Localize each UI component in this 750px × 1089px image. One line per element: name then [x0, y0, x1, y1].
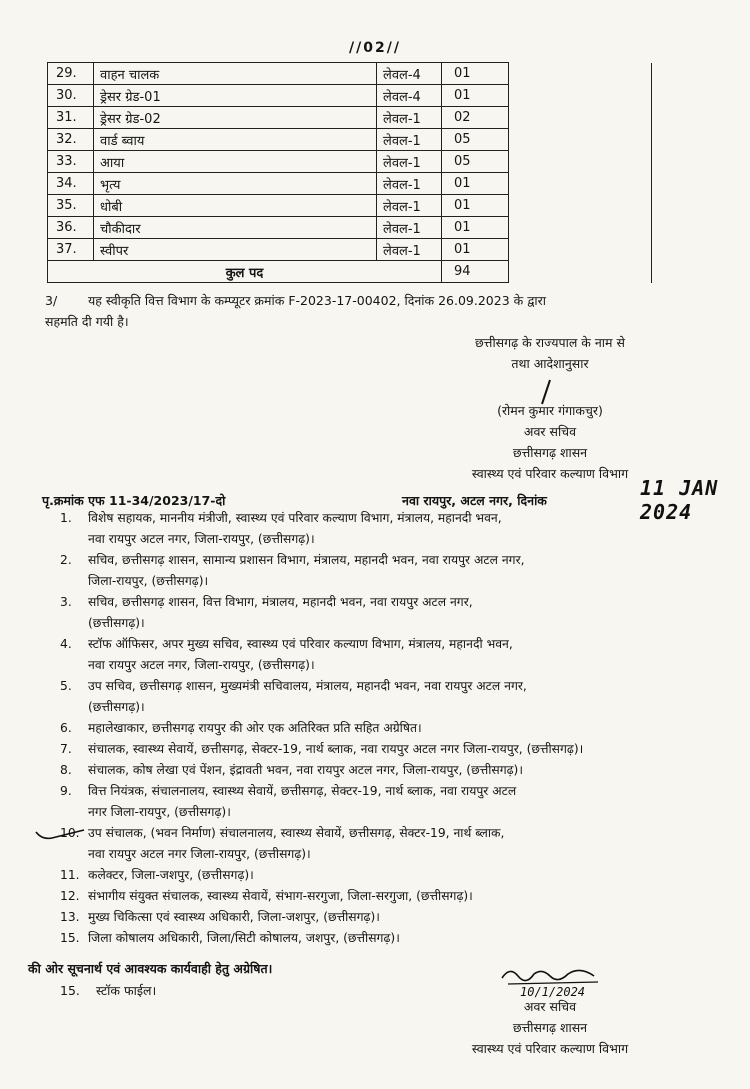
- row-number: 35.: [48, 195, 94, 217]
- list-item: [52, 634, 692, 676]
- list-item-number: 9.: [60, 784, 72, 798]
- row-number: 30.: [48, 85, 94, 107]
- sig1-govt: छत्तीसगढ़ शासन: [512, 445, 588, 460]
- row-number: 32.: [48, 129, 94, 151]
- post-name: वार्ड ब्वाय: [94, 129, 377, 151]
- post-name: चौकीदार: [94, 217, 377, 239]
- list-item-text: संचालक, कोष लेखा एवं पेंशन, इंद्रावती भवन, नवा रायपुर अटल नगर, जिला-रायपुर, (छत्तीसगढ़)।: [88, 763, 524, 777]
- post-count: 05: [442, 129, 509, 151]
- sig1-line-1: छत्तीसगढ़ के राज्यपाल के नाम से: [475, 335, 625, 350]
- sig1-dept: स्वास्थ्य एवं परिवार कल्याण विभाग: [471, 466, 629, 481]
- row-number: 34.: [48, 173, 94, 195]
- list-item: [52, 886, 692, 907]
- row-number: 37.: [48, 239, 94, 261]
- list-item-number: 3.: [60, 595, 72, 609]
- list-item-text-cont: नवा रायपुर अटल नगर, जिला-रायपुर, (छत्तीसगढ़)।: [88, 532, 315, 546]
- list-item-text: संभागीय संयुक्त संचालक, स्वास्थ्य सेवायें, संभाग-सरगुजा, जिला-सरगुजा, (छत्तीसगढ़)।: [88, 889, 473, 903]
- list-item-number: 1.: [60, 511, 72, 525]
- post-name: ड्रेसर ग्रेड-02: [94, 107, 377, 129]
- list-item: [52, 865, 692, 886]
- list-item: [52, 760, 692, 781]
- list-item-number: 12.: [60, 889, 80, 903]
- list-item: [52, 907, 692, 928]
- post-name: ड्रेसर ग्रेड-01: [94, 85, 377, 107]
- list-item: [52, 592, 692, 634]
- row-number: 36.: [48, 217, 94, 239]
- row-number: 33.: [48, 151, 94, 173]
- endorsement-ref: पृ.क्रमांक एफ 11-34/2023/17-दो: [42, 493, 226, 508]
- signature-block-1: [430, 332, 670, 484]
- table-row: [48, 63, 652, 85]
- total-label: कुल पद: [48, 261, 442, 283]
- sig2-govt: छत्तीसगढ़ शासन: [512, 1020, 588, 1035]
- pay-level: लेवल-1: [377, 217, 442, 239]
- stock-file-number: 15.: [60, 983, 80, 998]
- post-name: स्वीपर: [94, 239, 377, 261]
- handwritten-signature-icon: [498, 964, 608, 998]
- list-item: [52, 823, 692, 865]
- date-stamp: 11 JAN 2024: [640, 476, 719, 524]
- post-count: 01: [442, 173, 509, 195]
- list-item-number: 10.: [60, 826, 80, 840]
- pay-level: लेवल-1: [377, 107, 442, 129]
- pay-level: लेवल-1: [377, 173, 442, 195]
- list-item-number: 8.: [60, 763, 72, 777]
- list-item-number: 7.: [60, 742, 72, 756]
- post-count: 01: [442, 217, 509, 239]
- sig1-name: (रोमन कुमार गंगाकचुर): [497, 403, 603, 418]
- list-item-text-cont: नवा रायपुर अटल नगर, जिला-रायपुर, (छत्तीसगढ़)।: [88, 658, 315, 672]
- pay-level: लेवल-4: [377, 63, 442, 85]
- list-item-text: उप संचालक, (भवन निर्माण) संचालनालय, स्वास्थ्य सेवायें, छत्तीसगढ़, सेक्टर-19, नार्थ ब्लाक,: [88, 826, 505, 840]
- list-item-text-cont: (छत्तीसगढ़)।: [88, 616, 145, 630]
- list-item: [52, 676, 692, 718]
- list-item-text: स्टॉफ ऑफिसर, अपर मुख्य सचिव, स्वास्थ्य एवं परिवार कल्याण विभाग, मंत्रालय, महानदी भवन,: [88, 637, 513, 651]
- list-item: [52, 739, 692, 760]
- list-item-number: 13.: [60, 910, 80, 924]
- list-item-text-cont: नगर जिला-रायपुर, (छत्तीसगढ़)।: [88, 805, 231, 819]
- list-item-text-cont: (छत्तीसगढ़)।: [88, 700, 145, 714]
- handwritten-signature: [440, 964, 660, 996]
- total-value: 94: [442, 261, 509, 283]
- pay-level: लेवल-1: [377, 129, 442, 151]
- list-item: [52, 508, 692, 550]
- list-item-number: 2.: [60, 553, 72, 567]
- list-item-text: सचिव, छत्तीसगढ़ शासन, सामान्य प्रशासन विभाग, मंत्रालय, महानदी भवन, नवा रायपुर अटल नगर,: [88, 553, 525, 567]
- list-item: [52, 928, 692, 949]
- pay-level: लेवल-1: [377, 151, 442, 173]
- sig2-designation: अवर सचिव: [523, 999, 577, 1014]
- sig1-designation: अवर सचिव: [523, 424, 577, 439]
- pay-level: लेवल-1: [377, 195, 442, 217]
- row-number: 29.: [48, 63, 94, 85]
- distribution-list: [52, 508, 692, 949]
- post-count: 01: [442, 85, 509, 107]
- stock-file-text: स्टॉक फाईल।: [96, 983, 157, 998]
- list-item-text: उप सचिव, छत्तीसगढ़ शासन, मुख्यमंत्री सचिवालय, मंत्रालय, महानदी भवन, नवा रायपुर अटल नगर,: [88, 679, 527, 693]
- para-line-2: सहमति दी गयी है।: [45, 314, 129, 329]
- post-count: 01: [442, 195, 509, 217]
- post-count: 05: [442, 151, 509, 173]
- list-item-text-cont: नवा रायपुर अटल नगर जिला-रायपुर, (छत्तीसगढ़)।: [88, 847, 311, 861]
- remarks-column: [509, 63, 652, 283]
- tick-mark-icon: [34, 826, 94, 842]
- list-item: [52, 718, 692, 739]
- page-marker: //02//: [349, 40, 401, 56]
- approval-paragraph: [45, 290, 645, 332]
- post-count: 01: [442, 239, 509, 261]
- pay-level: लेवल-1: [377, 239, 442, 261]
- sig2-dept: स्वास्थ्य एवं परिवार कल्याण विभाग: [471, 1041, 629, 1056]
- stock-file-line: [52, 982, 156, 999]
- list-item-text: महालेखाकार, छत्तीसगढ़ रायपुर की ओर एक अतिरिक्त प्रति सहित अग्रेषित।: [88, 721, 422, 735]
- list-item-number: 5.: [60, 679, 72, 693]
- list-item-text: सचिव, छत्तीसगढ़ शासन, वित्त विभाग, मंत्रालय, महानदी भवन, नवा रायपुर अटल नगर,: [88, 595, 473, 609]
- post-name: धोबी: [94, 195, 377, 217]
- para-number: 3/: [45, 293, 58, 308]
- endorsement-place: नवा रायपुर, अटल नगर, दिनांक: [402, 493, 547, 508]
- row-number: 31.: [48, 107, 94, 129]
- post-name: वाहन चालक: [94, 63, 377, 85]
- para-line-1: यह स्वीकृति वित्त विभाग के कम्प्यूटर क्रमांक F-2023-17-00402, दिनांक 26.09.2023 के द्वारा: [88, 293, 546, 308]
- pay-level: लेवल-4: [377, 85, 442, 107]
- list-item-number: 6.: [60, 721, 72, 735]
- list-item-text-cont: जिला-रायपुर, (छत्तीसगढ़)।: [88, 574, 209, 588]
- posts-table: [47, 62, 652, 283]
- handwritten-date: 10/1/2024: [520, 985, 586, 998]
- forward-note: की ओर सूचनार्थ एवं आवश्यक कार्यवाही हेतु अग्रेषित।: [28, 961, 273, 976]
- post-name: भृत्य: [94, 173, 377, 195]
- sig1-line-2: तथा आदेशानुसार: [511, 356, 589, 371]
- post-count: 02: [442, 107, 509, 129]
- list-item-number: 15.: [60, 931, 80, 945]
- signature-block-2: [440, 964, 660, 1059]
- list-item-text: जिला कोषालय अधिकारी, जिला/सिटी कोषालय, जशपुर, (छत्तीसगढ़)।: [88, 931, 400, 945]
- list-item-text: कलेक्टर, जिला-जशपुर, (छत्तीसगढ़)।: [88, 868, 254, 882]
- list-item: [52, 550, 692, 592]
- post-name: आया: [94, 151, 377, 173]
- list-item-text: संचालक, स्वास्थ्य सेवायें, छत्तीसगढ़, सेक्टर-19, नार्थ ब्लाक, नवा रायपुर अटल नगर जिला-रायपुर, (छत्तीसगढ़)।: [88, 742, 584, 756]
- post-count: 01: [442, 63, 509, 85]
- list-item-text: वित्त नियंत्रक, संचालनालय, स्वास्थ्य सेवायें, छत्तीसगढ़, सेक्टर-19, नार्थ ब्लाक, नवा रायपुर अटल: [88, 784, 517, 798]
- signature-stroke-icon: [528, 378, 568, 408]
- list-item-text: विशेष सहायक, माननीय मंत्रीजी, स्वास्थ्य एवं परिवार कल्याण विभाग, मंत्रालय, महानदी भवन,: [88, 511, 502, 525]
- list-item: [52, 781, 692, 823]
- list-item-text: मुख्य चिकित्सा एवं स्वास्थ्य अधिकारी, जिला-जशपुर, (छत्तीसगढ़)।: [88, 910, 380, 924]
- list-item-number: 4.: [60, 637, 72, 651]
- list-item-number: 11.: [60, 868, 80, 882]
